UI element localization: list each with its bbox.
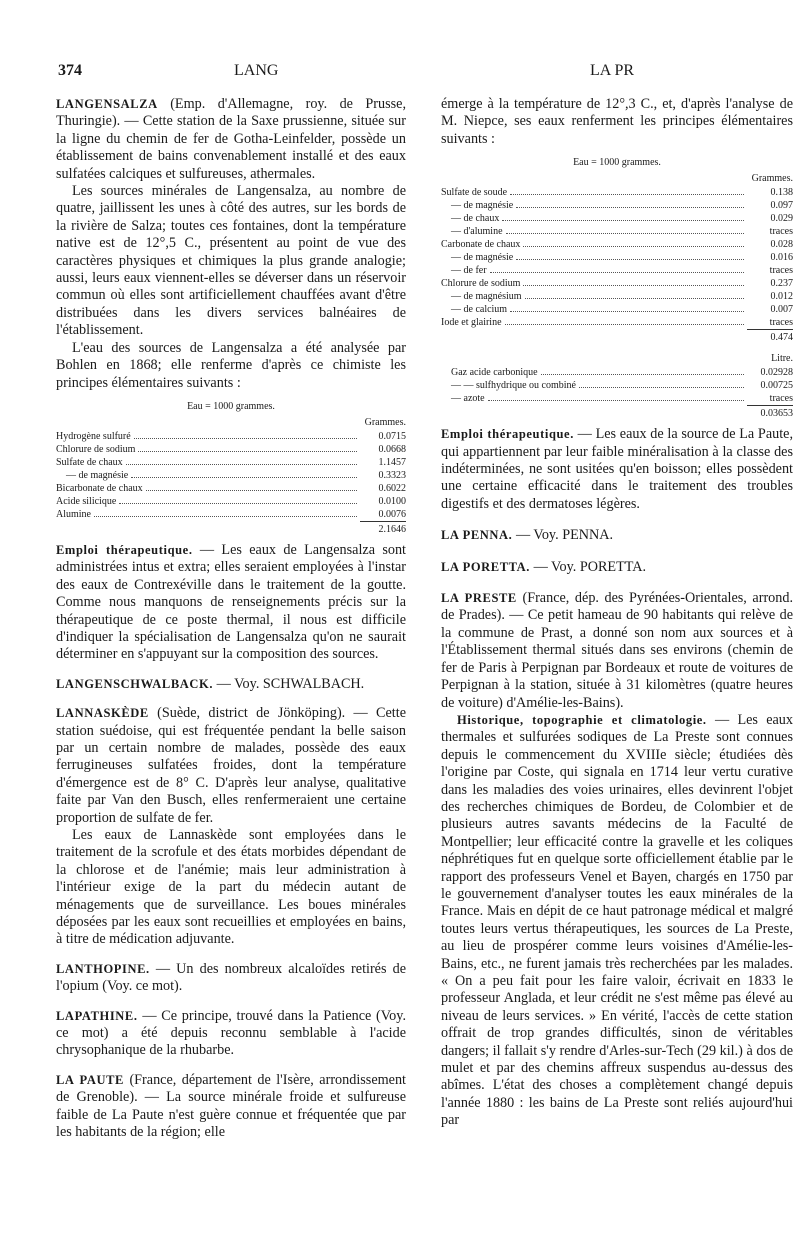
entry-text: — Ce principe, trouvé dans la Patience (Voy. ce mot) a été depuis reconnu semblable à l'acide chrysophanique de la rhubarbe. (56, 1007, 406, 1059)
subheading: Emploi thérapeutique. (441, 427, 574, 442)
paragraph: Les sources minérales de Langensalza, au nombre de quatre, jaillissent les unes à côté des autres, sur les bords de la rivière de Salza; toutes ces fontaines, dont la température native est de 12°,5 C., présentent au point de vue des caractères physiques et chimiques la plus grande analogie; aussi, leurs eaux viennent-elles se déverser dans un réservoir commun où elles sont artificiellement chauffées avant d'être distribuées dans les divers services balnéaires de l'établissement. (56, 183, 406, 339)
table-total (441, 329, 793, 344)
row-value: traces (769, 226, 793, 238)
row-value: 0.097 (770, 200, 793, 212)
table-row (441, 392, 793, 405)
analysis-table (441, 156, 793, 344)
table-caption: Eau = 1000 grammes. (187, 400, 275, 412)
table-caption: Eau = 1000 grammes. (573, 157, 661, 169)
table-total (441, 405, 793, 420)
headword: LANNASKÈDE (56, 706, 149, 721)
paragraph: L'eau des sources de Langensalza a été analysée par Bohlen en 1868; elle renferme d'après ce chimiste les principes élémentaires suivants : (56, 339, 406, 391)
total-value: 0.474 (747, 329, 793, 344)
row-label: Bicarbonate de chaux (56, 482, 143, 494)
guide-word-left: LANG (234, 62, 279, 79)
row-label: — de magnésie (451, 252, 514, 264)
headword: LA PRESTE (441, 591, 517, 606)
row-label: Gaz acide carbonique (451, 367, 538, 379)
table-row (441, 366, 793, 379)
row-value: 0.0715 (378, 430, 406, 442)
table-row (441, 290, 793, 303)
table-unit: Litre. (771, 353, 793, 365)
headword: LANTHOPINE. (56, 961, 150, 976)
table-row (441, 303, 793, 316)
row-value: 0.007 (770, 304, 793, 316)
entry-text: (France, dép. des Pyrénées-Orientales, arrond. de Prades). — Ce petit hameau de 90 habitants qui relève de la commune de Prast, a donné son nom aux sources et à l'Établissement thermal situés dans ses environs (chemin de fer de Paris à Perpignan par Bordeaux et route de voitures de Perpignan à la station, située à 31 kilomètres (quatre heures de voiture) d'Amélie-les-Bains). (441, 590, 793, 711)
row-label: — de magnésium (451, 291, 522, 303)
row-value: 1.1457 (378, 456, 406, 468)
page-header (58, 62, 780, 84)
row-value: 0.0076 (378, 508, 406, 520)
headword: LANGENSCHWALBACK. (56, 676, 214, 691)
history-section (441, 712, 793, 1130)
entry-la-penna (441, 527, 793, 544)
row-value: 0.6022 (378, 482, 406, 494)
gas-table (441, 352, 793, 420)
headword: LANGENSALZA (56, 97, 158, 111)
analysis-table (56, 400, 406, 536)
row-value: 0.237 (770, 278, 793, 290)
row-label: Iode et glairine (441, 317, 502, 329)
left-column (56, 96, 406, 1142)
row-label: — de calcium (451, 304, 508, 316)
entry-text: — Un des nombreux alcaloïdes retirés de l'opium (Voy. ce mot). (56, 960, 406, 995)
entry-la-paute (56, 1072, 406, 1142)
row-value: traces (769, 265, 793, 277)
row-value: 0.029 (770, 213, 793, 225)
entry-lapathine (56, 1008, 406, 1060)
entry-text: (Suède, district de Jönköping). — Cette station suédoise, qui est fréquentée pendant la belle saison par un certain nombre de malades, possède des eaux ferrugineuses sulfatées froides, dont la température d'émergence est de 8° C. D'après leur analyse, qualitative faite par Van den Busch, elles renfermeraient une certaine proportion de sulfate de fer. (56, 705, 406, 826)
row-value: 0.00725 (760, 380, 793, 392)
entry-text: — Voy. PORETTA. (530, 558, 647, 575)
row-value: traces (769, 317, 793, 329)
paragraph: Les eaux de Lannaskède sont employées dans le traitement de la scrofule et des états morbides dépendant de la chlorose et de l'anémie; mais leur administration à l'intérieur exige de la part du médecin autant de ménagements que de surveillance. Les boues minérales déposées par les eaux sont recueillies et employées en bains, à titre de médication adjuvante. (56, 827, 406, 948)
row-label: — — sulfhydrique ou combiné (451, 380, 576, 392)
row-value: 0.0668 (378, 443, 406, 455)
table-row (441, 238, 793, 251)
entry-langenschwalback (56, 676, 406, 693)
row-label: — de magnésie (66, 469, 129, 481)
entry-langensalza (56, 96, 406, 183)
row-label: Hydrogène sulfuré (56, 430, 131, 442)
table-row (441, 199, 793, 212)
row-label: — azote (451, 393, 485, 405)
row-value: 0.138 (770, 187, 793, 199)
table-row (441, 186, 793, 199)
entry-la-poretta (441, 559, 793, 576)
entry-text: — Voy. PENNA. (512, 527, 614, 544)
table-row (56, 495, 406, 508)
table-row (441, 277, 793, 290)
paragraph: émerge à la température de 12°,3 C., et, d'après l'analyse de M. Niepce, ses eaux renferment les principes élémentaires suivants : (441, 96, 793, 147)
table-unit: Grammes. (751, 173, 793, 185)
entry-text: — Voy. SCHWALBACH. (213, 675, 365, 692)
table-row (441, 251, 793, 264)
total-value: 2.1646 (360, 521, 406, 536)
row-value: 0.3323 (378, 469, 406, 481)
headword: LAPATHINE. (56, 1008, 138, 1023)
headword: LA PAUTE (56, 1072, 124, 1087)
entry-lannaskede (56, 705, 406, 827)
entry-lanthopine (56, 961, 406, 996)
subheading: Historique, topographie et climatologie. (457, 712, 707, 727)
row-label: Sulfate de chaux (56, 456, 123, 468)
entry-la-preste (441, 590, 793, 712)
table-row (441, 316, 793, 329)
table-row (441, 264, 793, 277)
entry-text: — Les eaux thermales et sulfurées sodiques de La Preste sont connues depuis le commencement du XVIIIe siècle; étudiées dès l'origine par Coste, qui signala en 1714 leur vertu curative dans les maladies des voies urinaires, elles devinrent l'objet des recherches chimiques de Bordeu, de Colombier et de plusieurs autres savants médecins de la Faculté de Montpellier; leur efficacité contre la gravelle et les coliques néphrétiques fut en quelque sorte officiellement établie par le rapport des professeurs Venel et Bayen, chargés en 1750 par le gouvernement d'analyser toutes les eaux minérales de la France. Mais en dépit de ce haut patronage médical et malgré toutes leurs vertus thérapeutiques, les sources de La Preste, au lieu de prospérer comme leurs voisines d'Amélie-les-Bains, etc., ne furent jamais très recherchées par les malades. « On a peu fait pour les faire valoir, écrivait en 1833 le professeur Anglada, et leur crédit ne s'est même pas élevé au niveau de leurs services. » En vérité, l'accès de cette station offrait de trop grandes difficultés, sinon de véritables dangers; il fallait s'y rendre d'Arles-sur-Tech (29 kil.) à dos de mulet et par des chemins affreux suspendus au-dessus des abîmes. L'état des choses a complètement changé depuis l'année 1880 : les bains de La Preste sont reliés aujourd'hui par (441, 711, 793, 1129)
row-value: 0.016 (770, 252, 793, 264)
table-row (56, 508, 406, 521)
row-label: Alumine (56, 508, 91, 520)
entry-text: (Emp. d'Allemagne, roy. de Prusse, Thuringie). — Cette station de la Saxe prussienne, située sur la ligne du chemin de fer de Gotha-Leinfelder, possède un établissement de bains convenablement installé et des eaux sulfatées calciques et sulfureuses, athermales. (56, 96, 406, 182)
row-value: traces (769, 393, 793, 405)
headword: LA PENNA. (441, 528, 513, 543)
guide-word-right: LA PR (590, 62, 635, 79)
page-number: 374 (58, 62, 82, 79)
row-label: — de chaux (451, 213, 500, 225)
row-value: 0.02928 (760, 367, 793, 379)
table-unit: Grammes. (364, 416, 406, 428)
table-row (441, 225, 793, 238)
row-value: 0.012 (770, 291, 793, 303)
therapeutic-use (441, 426, 793, 513)
row-label: — de magnésie (451, 200, 514, 212)
entry-text: (France, département de l'Isère, arrondissement de Grenoble). — La source minérale froide et sulfureuse faible de La Paute n'est guère connue et fréquentée que par les habitants de la région; elle (56, 1071, 406, 1141)
entry-text: — Les eaux de la source de La Paute, qui appartiennent par leur faible minéralisation à la classe des indéterminées, ne sont usitées qu'en boisson; elles possèdent une certaine efficacité dans le traitement des troubles digestifs et des dermatoses légères. (441, 426, 793, 512)
row-value: 0.0100 (378, 495, 406, 507)
therapeutic-use (56, 542, 406, 664)
row-label: Chlorure de sodium (56, 443, 136, 455)
table-row (56, 430, 406, 443)
entry-text: — Les eaux de Langensalza sont administrées intus et extra; elles seraient employées à l'instar des eaux de Contrexéville dans le traitement de la goutte. Comme nous manquons de renseignements précis sur la thérapeutique de ce poste thermal, il nous est difficile d'indiquer la spécialisation de Langensalza qu'on ne saurait déterminer en s'appuyant sur la composition des sources. (56, 541, 406, 663)
row-value: 0.028 (770, 239, 793, 251)
table-row (56, 482, 406, 495)
row-label: Acide silicique (56, 495, 117, 507)
row-label: Carbonate de chaux (441, 239, 521, 251)
right-column (441, 96, 793, 1130)
table-row (56, 469, 406, 482)
subheading: Emploi thérapeutique. (56, 542, 193, 557)
total-value: 0.03653 (747, 405, 793, 420)
table-total (56, 521, 406, 536)
row-label: — de fer (451, 265, 487, 277)
table-row (441, 379, 793, 392)
row-label: Chlorure de sodium (441, 278, 521, 290)
table-row (441, 212, 793, 225)
table-row (56, 443, 406, 456)
row-label: — d'alumine (451, 226, 503, 238)
row-label: Sulfate de soude (441, 187, 508, 199)
headword: LA PORETTA. (441, 559, 531, 574)
table-row (56, 456, 406, 469)
